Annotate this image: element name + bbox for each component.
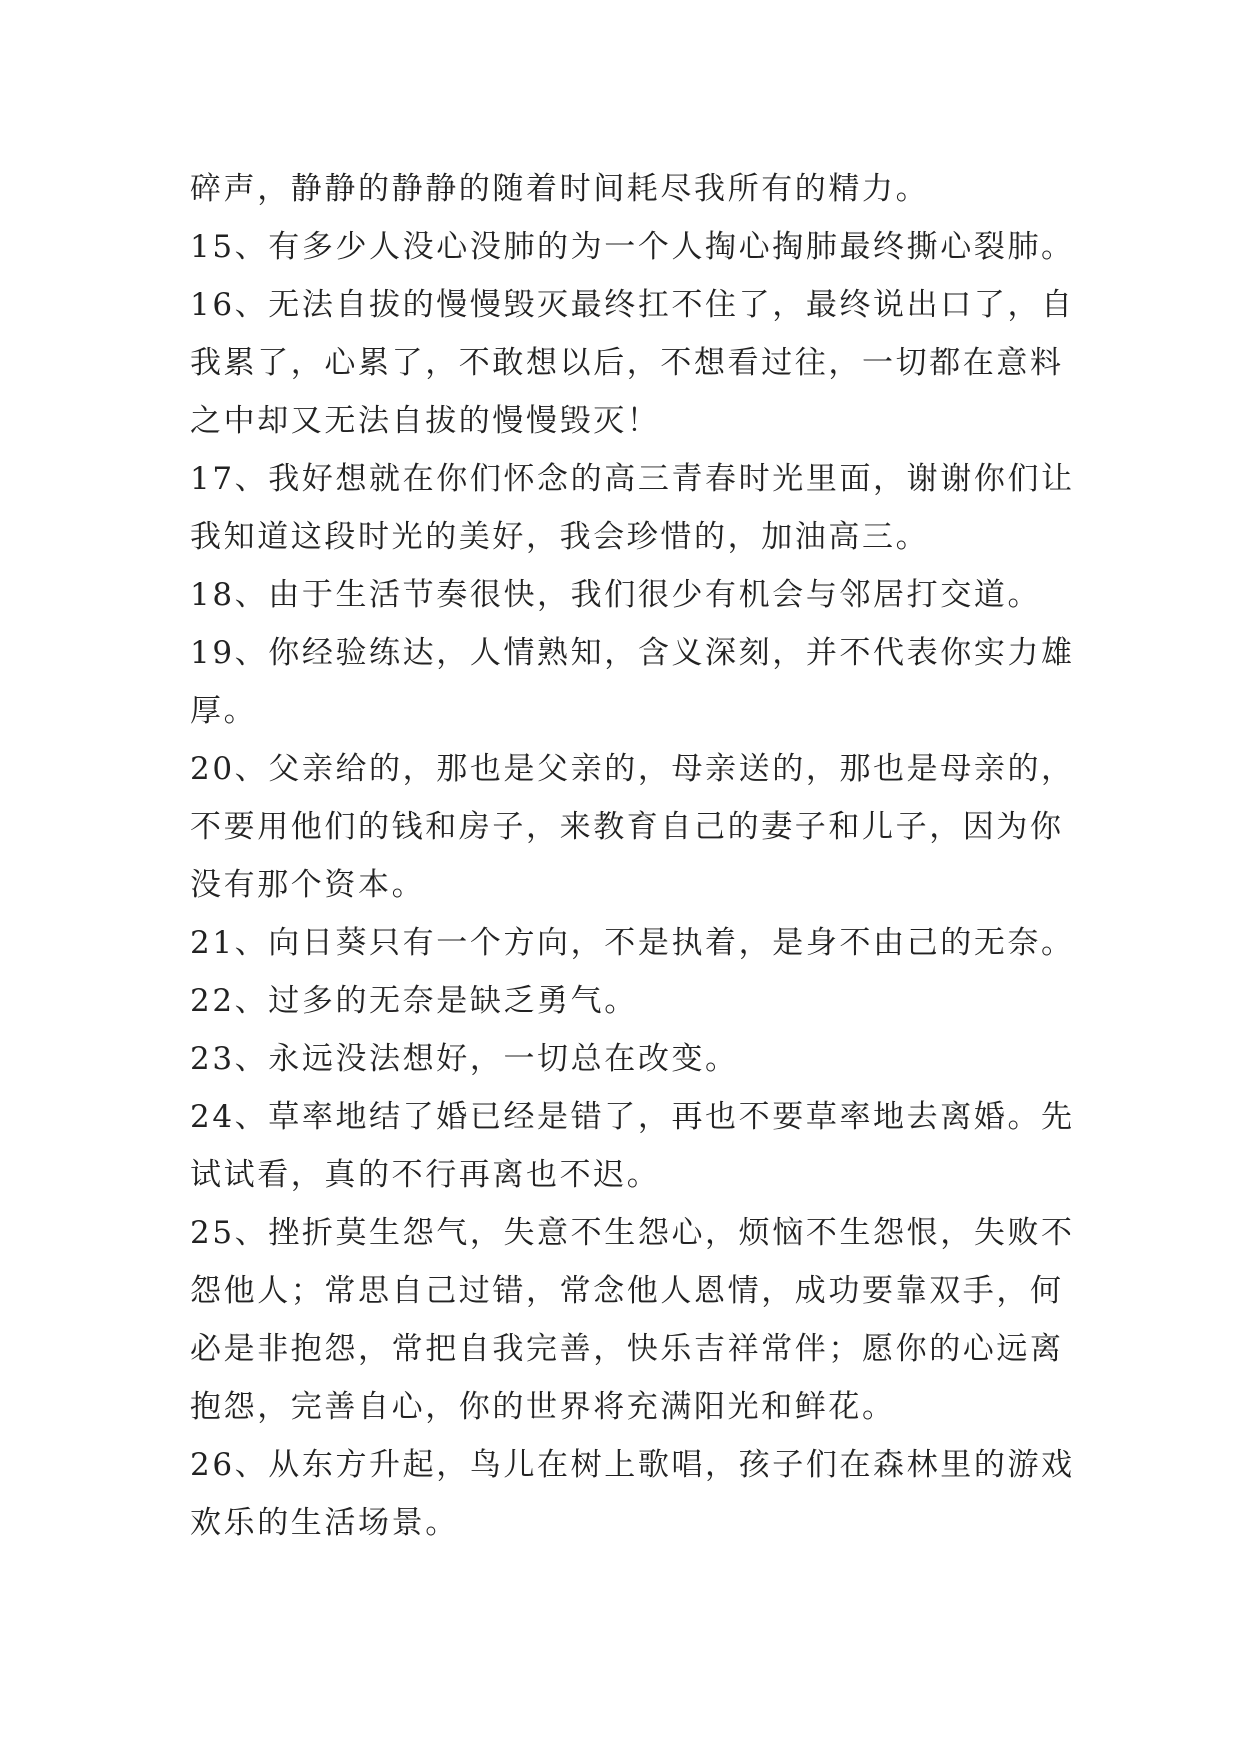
text-line: 之中却又无法自拔的慢慢毁灭！ [190,403,661,439]
document-body [190,160,1075,1552]
text-line: 22、过多的无奈是缺乏勇气。 [190,983,638,1019]
text-line: 厚。 [190,693,258,729]
text-line: 18、由于生活节奏很快，我们很少有机会与邻居打交道。 [190,577,1042,613]
text-line: 21、向日葵只有一个方向，不是执着，是身不由己的无奈。 [190,925,1075,961]
text-line: 不要用他们的钱和房子，来教育自己的妻子和儿子，因为你 [190,809,1064,845]
text-line: 我累了，心累了，不敢想以后，不想看过往，一切都在意料 [190,345,1064,381]
text-line: 没有那个资本。 [190,867,426,903]
text-line: 怨他人；常思自己过错，常念他人恩情，成功要靠双手，何 [190,1273,1064,1309]
text-line: 19、你经验练达，人情熟知，含义深刻，并不代表你实力雄 [190,635,1075,671]
text-line: 碎声，静静的静静的随着时间耗尽我所有的精力。 [190,171,930,207]
text-line: 24、草率地结了婚已经是错了，再也不要草率地去离婚。先 [190,1099,1075,1135]
text-line: 我知道这段时光的美好，我会珍惜的，加油高三。 [190,519,930,555]
text-line: 17、我好想就在你们怀念的高三青春时光里面，谢谢你们让 [190,461,1075,497]
text-line: 20、父亲给的，那也是父亲的，母亲送的，那也是母亲的， [190,751,1075,787]
text-line: 23、永远没法想好，一切总在改变。 [190,1041,739,1077]
text-line: 欢乐的生活场景。 [190,1505,459,1541]
text-line: 16、无法自拔的慢慢毁灭最终扛不住了，最终说出口了，自 [190,287,1075,323]
text-line: 必是非抱怨，常把自我完善，快乐吉祥常伴；愿你的心远离 [190,1331,1064,1367]
text-line: 26、从东方升起，鸟儿在树上歌唱，孩子们在森林里的游戏 [190,1447,1075,1483]
text-line: 15、有多少人没心没肺的为一个人掏心掏肺最终撕心裂肺。 [190,229,1075,265]
text-line: 试试看，真的不行再离也不迟。 [190,1157,661,1193]
text-line: 抱怨，完善自心，你的世界将充满阳光和鲜花。 [190,1389,896,1425]
text-line: 25、挫折莫生怨气，失意不生怨心，烦恼不生怨恨，失败不 [190,1215,1075,1251]
